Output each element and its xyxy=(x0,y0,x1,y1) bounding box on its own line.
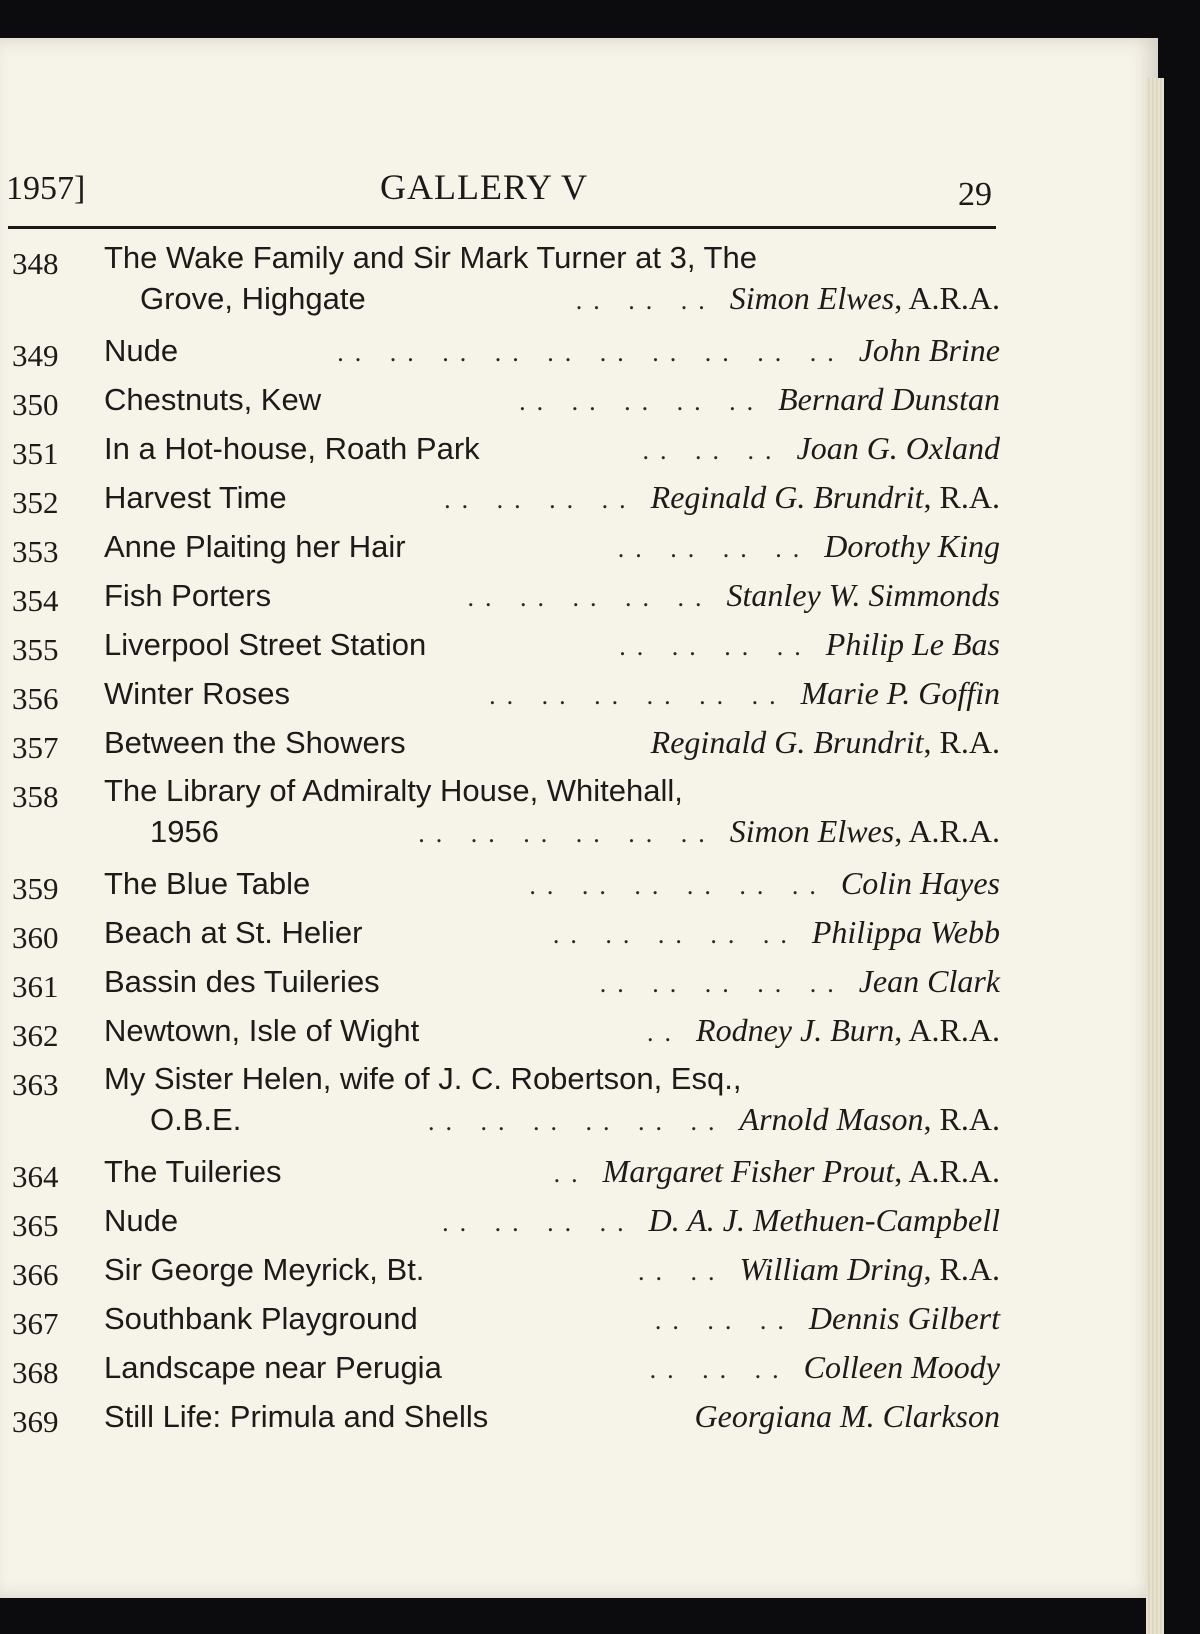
entry-number: 353 xyxy=(12,534,59,569)
entry-title: Winter Roses xyxy=(104,676,291,711)
entry-number: 369 xyxy=(12,1404,59,1439)
entry-honour: , A.R.A. xyxy=(894,280,1000,316)
entry-artist: Jean Clark xyxy=(858,963,1000,999)
entry-artist: Georgiana M. Clarkson xyxy=(694,1398,1000,1434)
entry-title: Bassin des Tuileries xyxy=(104,964,380,999)
catalogue-entry: 356 Winter Roses .. .. .. .. .. .. Marie P. Goffin xyxy=(12,675,1000,716)
entry-title: Beach at St. Helier xyxy=(104,915,363,950)
entry-number: 362 xyxy=(12,1018,59,1053)
entry-artist: William Dring xyxy=(739,1251,924,1287)
catalogue-entry xyxy=(0,1394,1000,1443)
entry-artist: Dennis Gilbert xyxy=(808,1300,1000,1336)
entry-artist: Bernard Dunstan xyxy=(778,381,1000,417)
entry-artist: Arnold Mason xyxy=(739,1101,924,1137)
catalogue-entry: 361 Bassin des Tuileries .. .. .. .. .. Jean Clark xyxy=(12,963,1000,1004)
entry-title: Sir George Meyrick, Bt. xyxy=(104,1252,425,1287)
entry-title: Anne Plaiting her Hair xyxy=(104,529,406,564)
entry-number: 349 xyxy=(12,338,59,373)
catalogue-entry: 364 The Tuileries .. Margaret Fisher Prout , A.R.A. xyxy=(12,1153,1000,1194)
entry-title: The Blue Table xyxy=(104,866,311,901)
entry-title: Fish Porters xyxy=(104,578,272,613)
entry-number: 356 xyxy=(12,681,59,716)
entry-artist: Margaret Fisher Prout xyxy=(602,1153,895,1189)
entry-honour: , R.A. xyxy=(923,1101,1000,1137)
entry-artist: Reginald G. Brundrit xyxy=(650,724,924,760)
catalogue-entry: 350 Chestnuts, Kew .. .. .. .. .. Bernard Dunstan xyxy=(12,381,1000,422)
entry-honour: , R.A. xyxy=(923,479,1000,515)
entry-number: 365 xyxy=(12,1208,59,1243)
entry-number: 352 xyxy=(12,485,59,520)
header-rule xyxy=(8,226,996,229)
entry-artist: John Brine xyxy=(858,332,1000,368)
entry-number: 361 xyxy=(12,969,59,1004)
entry-artist: Simon Elwes xyxy=(729,813,895,849)
entry-artist: Stanley W. Simmonds xyxy=(726,577,1000,613)
entry-title-continued: 1956 xyxy=(150,814,219,849)
entry-honour: , A.R.A. xyxy=(894,1012,1000,1048)
catalogue-entry: 366 Sir George Meyrick, Bt. .. .. William Dring , R.A. xyxy=(12,1251,1000,1292)
entry-title: Harvest Time xyxy=(104,480,287,515)
catalogue-entry: 365 Nude .. .. .. .. D. A. J. Methuen-Campbell xyxy=(12,1202,1000,1243)
entry-number: 363 xyxy=(12,1067,59,1102)
catalogue-page xyxy=(0,38,1158,1598)
entry-title: Landscape near Perugia xyxy=(104,1350,442,1385)
entry-title: Nude xyxy=(104,333,179,368)
entry-honour: , A.R.A. xyxy=(894,1153,1000,1189)
entry-number: 358 xyxy=(12,779,59,814)
entry-number: 368 xyxy=(12,1355,59,1390)
header-year: 1957] xyxy=(6,170,86,207)
catalogue-entry: 359 The Blue Table .. .. .. .. .. .. Colin Hayes xyxy=(12,865,1000,906)
entry-artist: Philippa Webb xyxy=(811,914,1000,950)
entry-title: Newtown, Isle of Wight xyxy=(104,1013,420,1048)
entry-title: Between the Showers xyxy=(104,725,406,760)
entry-artist: Simon Elwes xyxy=(729,280,895,316)
entry-number: 367 xyxy=(12,1306,59,1341)
entry-title: Liverpool Street Station xyxy=(104,627,427,662)
entry-artist: Colleen Moody xyxy=(803,1349,1000,1385)
entry-honour: , R.A. xyxy=(923,1251,1000,1287)
entry-artist: Joan G. Oxland xyxy=(796,430,1000,466)
entry-number: 364 xyxy=(12,1159,59,1194)
entry-number: 357 xyxy=(12,730,59,765)
entry-artist: Rodney J. Burn xyxy=(696,1012,895,1048)
entry-title: Chestnuts, Kew xyxy=(104,382,322,417)
entry-number: 350 xyxy=(12,387,59,422)
header-title: GALLERY V xyxy=(380,167,589,207)
page-edges xyxy=(1146,78,1164,1634)
entry-title: The Library of Admiralty House, Whitehall, xyxy=(104,773,683,808)
entry-honour: , R.A. xyxy=(923,724,1000,760)
catalogue-entry: 368 Landscape near Perugia .. .. .. Colleen Moody xyxy=(12,1349,1000,1390)
entry-artist: Dorothy King xyxy=(824,528,1000,564)
entry-number: 354 xyxy=(12,583,59,618)
entry-title: Nude xyxy=(104,1203,179,1238)
running-header xyxy=(0,166,1000,216)
entry-artist: Colin Hayes xyxy=(840,865,1000,901)
page-number: 29 xyxy=(958,176,992,213)
entry-artist: D. A. J. Methuen-Campbell xyxy=(648,1202,1000,1238)
entry-artist: Marie P. Goffin xyxy=(800,675,1000,711)
catalogue-entry: 360 Beach at St. Helier .. .. .. .. .. Philippa Webb xyxy=(12,914,1000,955)
catalogue-entry: 362 Newtown, Isle of Wight .. Rodney J. Burn , A.R.A. xyxy=(12,1012,1000,1053)
entry-number: 360 xyxy=(12,920,59,955)
catalogue-entry: 349 Nude .. .. .. .. .. .. .. .. .. .. John Brine xyxy=(12,332,1000,373)
catalogue-entry: 363 My Sister Helen, wife of J. C. Robertson, Esq., O.B.E. .. .. .. .. .. .. Arnold Mason , R.A. xyxy=(12,1061,1000,1137)
entry-title: The Tuileries xyxy=(104,1154,282,1189)
entry-number: 351 xyxy=(12,436,59,471)
entry-number: 355 xyxy=(12,632,59,667)
entry-title-continued: Grove, Highgate xyxy=(140,281,366,316)
entry-list xyxy=(0,236,1000,1443)
entry-title: The Wake Family and Sir Mark Turner at 3, The xyxy=(104,240,757,275)
catalogue-entry: 353 Anne Plaiting her Hair .. .. .. .. Dorothy King xyxy=(12,528,1000,569)
entry-title: My Sister Helen, wife of J. C. Robertson, Esq., xyxy=(104,1061,742,1096)
catalogue-entry: 354 Fish Porters .. .. .. .. .. Stanley W. Simmonds xyxy=(12,577,1000,618)
catalogue-entry: 358 The Library of Admiralty House, Whitehall, 1956 .. .. .. .. .. .. Simon Elwes , A.R.A. xyxy=(12,773,1000,849)
catalogue-entry: 367 Southbank Playground .. .. .. Dennis Gilbert xyxy=(12,1300,1000,1341)
entry-number: 348 xyxy=(12,246,59,281)
catalogue-entry: 348 The Wake Family and Sir Mark Turner at 3, The Grove, Highgate .. .. .. Simon Elwes , A.R.A. xyxy=(12,240,1000,316)
entry-title: Still Life: Primula and Shells xyxy=(104,1399,489,1434)
entry-artist: Philip Le Bas xyxy=(825,626,1000,662)
entry-number: 359 xyxy=(12,871,59,906)
entry-artist: Reginald G. Brundrit xyxy=(650,479,924,515)
entry-honour: , A.R.A. xyxy=(894,813,1000,849)
catalogue-entry: 352 Harvest Time .. .. .. .. Reginald G. Brundrit , R.A. xyxy=(12,479,1000,520)
entry-title: In a Hot-house, Roath Park xyxy=(104,431,480,466)
catalogue-entry xyxy=(0,720,1000,769)
entry-number: 366 xyxy=(12,1257,59,1292)
catalogue-entry: 355 Liverpool Street Station .. .. .. .. Philip Le Bas xyxy=(12,626,1000,667)
catalogue-entry: 351 In a Hot-house, Roath Park .. .. .. Joan G. Oxland xyxy=(12,430,1000,471)
entry-title-continued: O.B.E. xyxy=(150,1102,242,1137)
entry-title: Southbank Playground xyxy=(104,1301,418,1336)
